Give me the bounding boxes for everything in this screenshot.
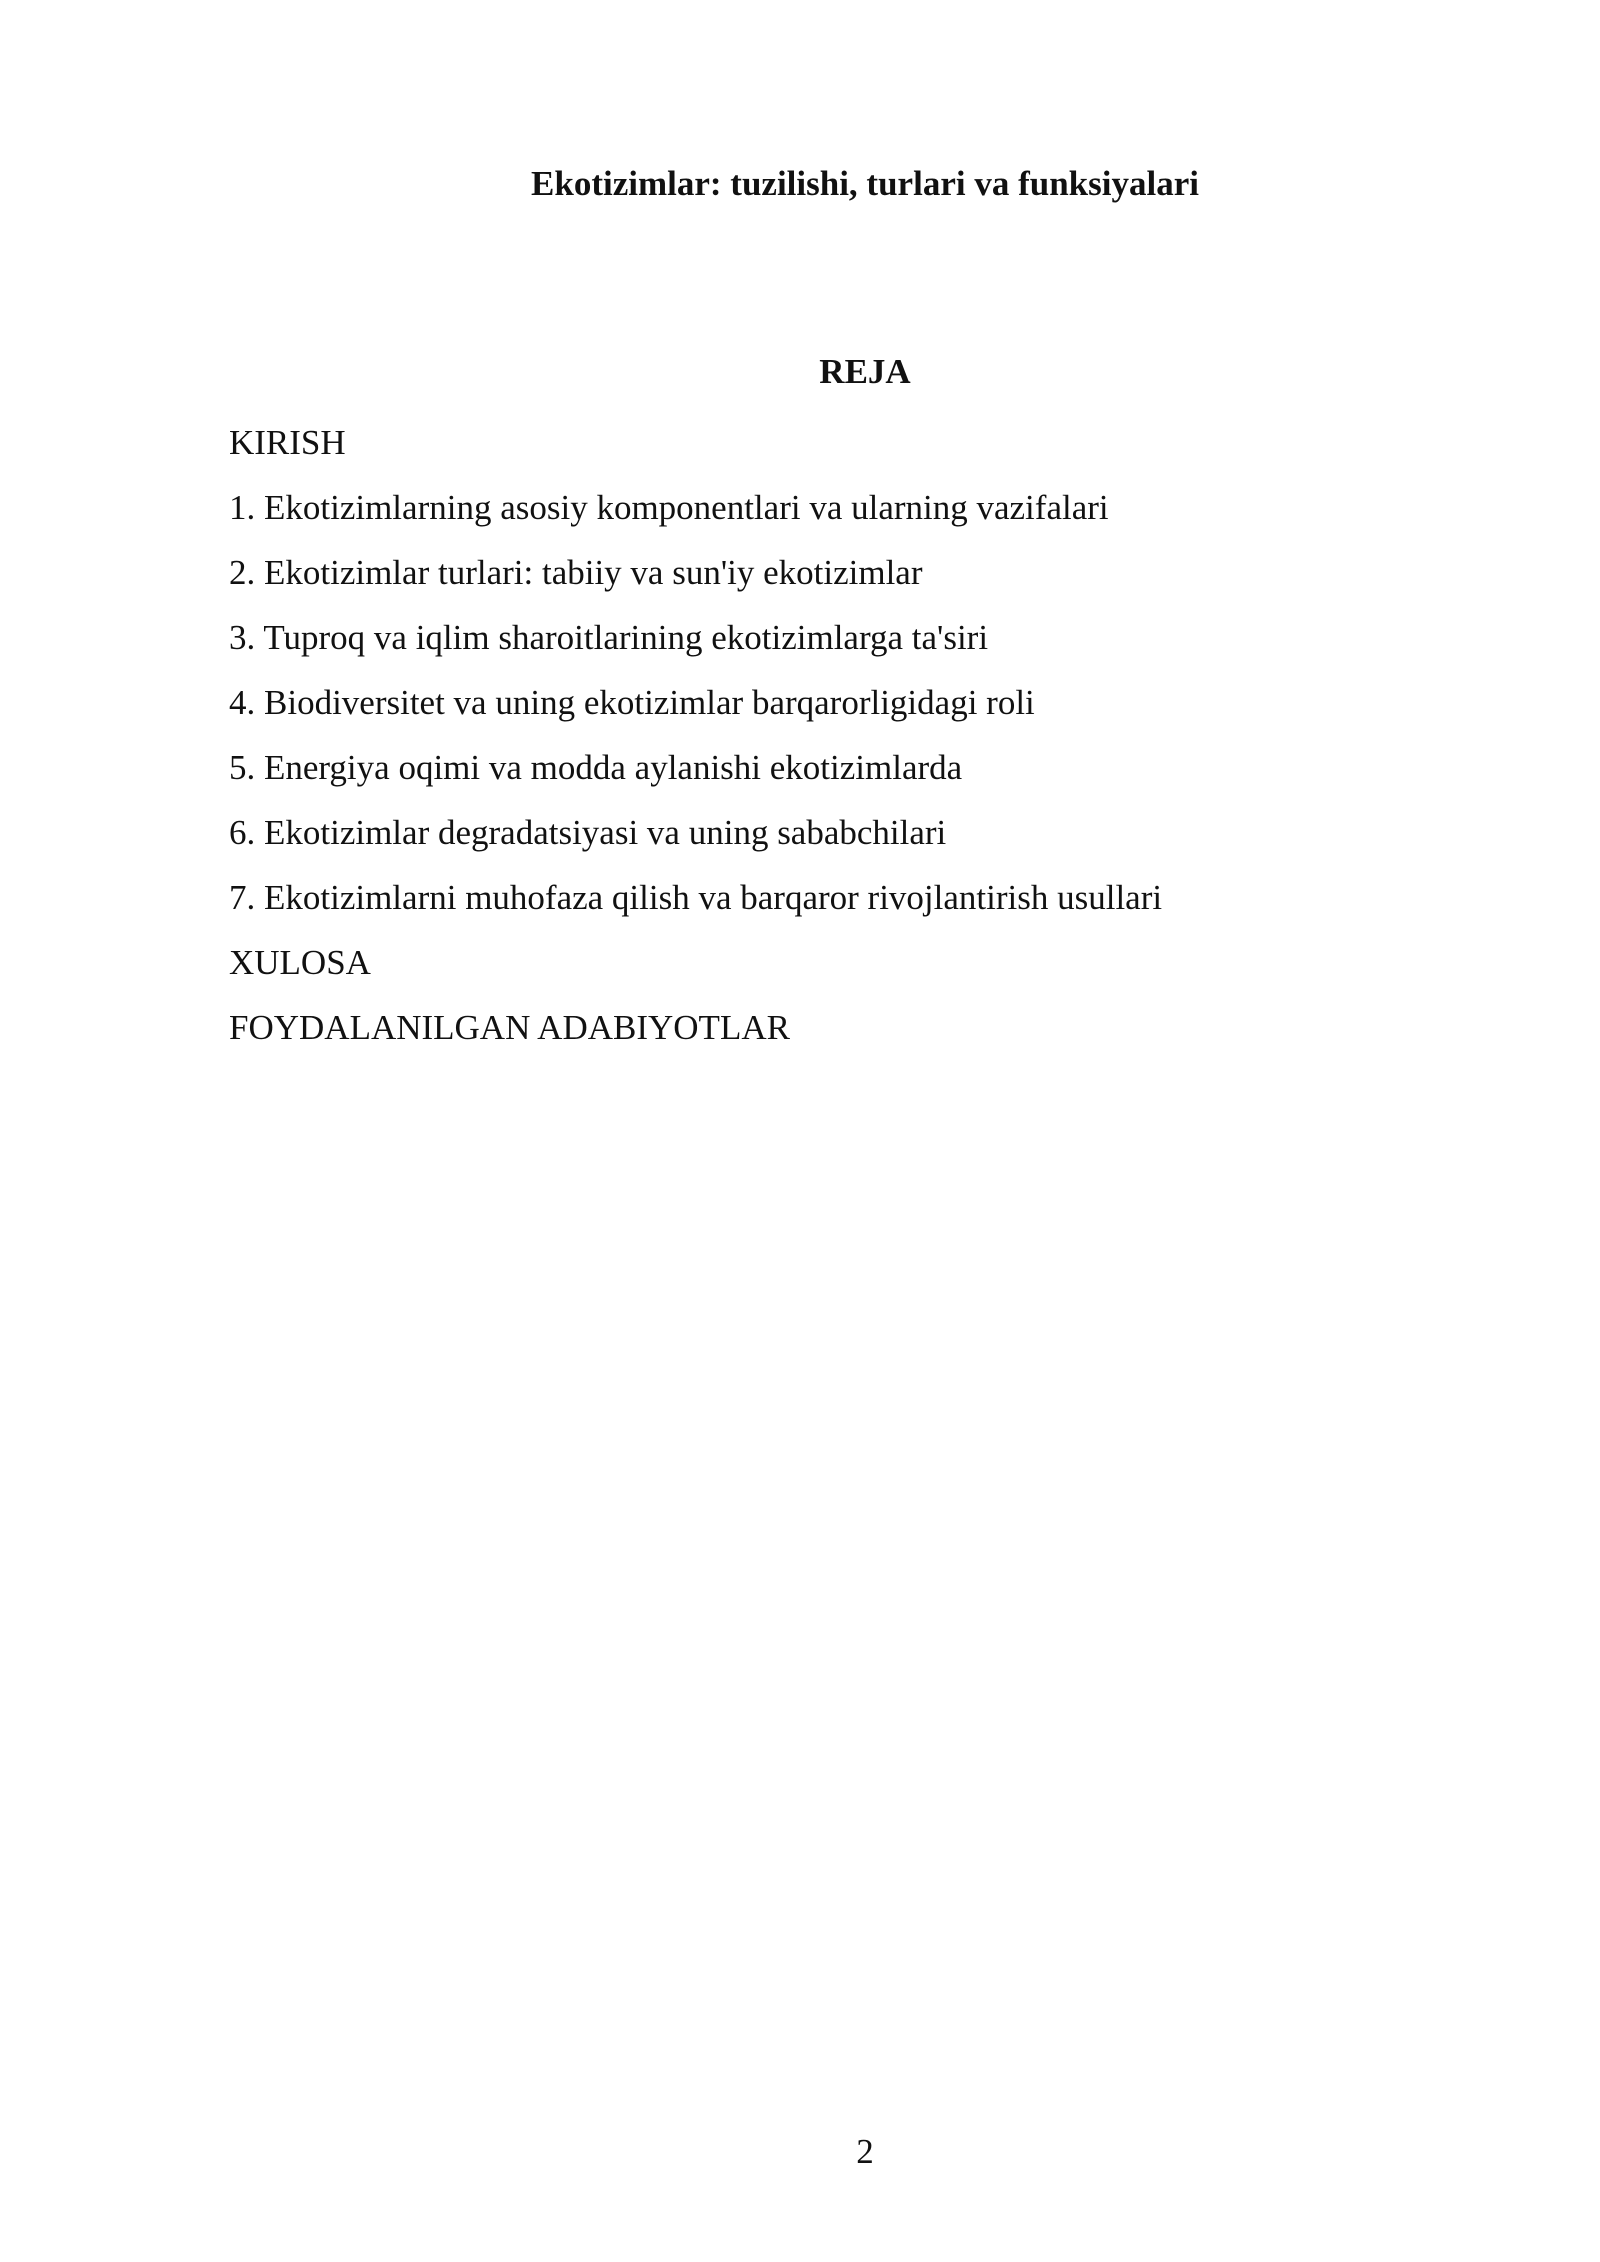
plan-item-3: 3. Tuproq va iqlim sharoitlarining ekotizimlarga ta'siri — [229, 618, 989, 657]
plan-item-4: 4. Biodiversitet va uning ekotizimlar barqarorligidagi roli — [229, 683, 1035, 722]
plan-item-5: 5. Energiya oqimi va modda aylanishi ekotizimlarda — [229, 748, 963, 787]
plan-list — [229, 419, 1469, 1069]
document-title: Ekotizimlar: tuzilishi, turlari va funksiyalari — [531, 164, 1199, 203]
plan-heading: REJA — [819, 352, 911, 391]
plan-item-1: 1. Ekotizimlarning asosiy komponentlari va ularning vazifalari — [229, 488, 1109, 527]
page-number: 2 — [856, 2132, 874, 2171]
plan-item-7: 7. Ekotizimlarni muhofaza qilish va barqaror rivojlantirish usullari — [229, 878, 1163, 917]
plan-item-2: 2. Ekotizimlar turlari: tabiiy va sun'iy ekotizimlar — [229, 553, 923, 592]
plan-item-conclusion: XULOSA — [229, 943, 371, 982]
plan-item-intro: KIRISH — [229, 423, 346, 462]
plan-item-6: 6. Ekotizimlar degradatsiyasi va uning sababchilari — [229, 813, 947, 852]
plan-item-references: FOYDALANILGAN ADABIYOTLAR — [229, 1008, 790, 1047]
